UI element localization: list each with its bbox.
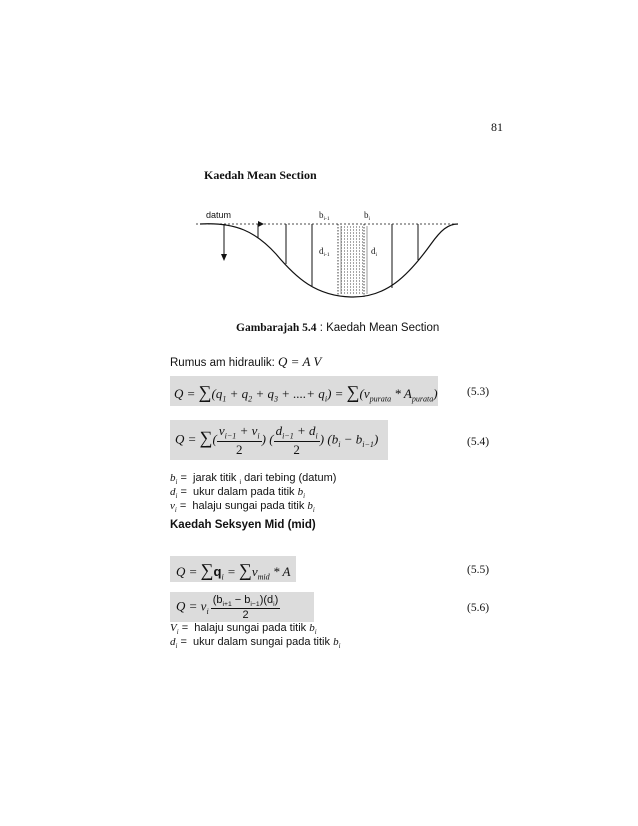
section-title-2: Kaedah Seksyen Mid (mid) xyxy=(170,519,316,531)
stipple-dot xyxy=(344,263,345,264)
stipple-dot xyxy=(347,233,348,234)
stipple-dot xyxy=(356,257,357,258)
stipple-dot xyxy=(347,236,348,237)
stipple-dot xyxy=(359,260,360,261)
stipple-dot xyxy=(359,287,360,288)
stipple-dot xyxy=(356,239,357,240)
stipple-dot xyxy=(359,233,360,234)
caption-text: Kaedah Mean Section xyxy=(326,322,440,334)
stipple-dot xyxy=(344,248,345,249)
stipple-dot xyxy=(359,236,360,237)
stipple-dot xyxy=(350,254,351,255)
stipple-dot xyxy=(356,284,357,285)
stipple-dot xyxy=(353,269,354,270)
stipple-dot xyxy=(353,260,354,261)
stipple-dot xyxy=(356,266,357,267)
stipple-dot xyxy=(347,281,348,282)
datum-label: datum xyxy=(206,210,232,220)
stipple-dot xyxy=(347,251,348,252)
stipple-dot xyxy=(347,278,348,279)
stipple-dot xyxy=(350,227,351,228)
equation-number: (5.4) xyxy=(467,436,490,448)
stipple-dot xyxy=(347,239,348,240)
stipple-dot xyxy=(359,263,360,264)
stipple-dot xyxy=(344,272,345,273)
stipple-dot xyxy=(362,239,363,240)
stipple-dot xyxy=(350,230,351,231)
stipple-dot xyxy=(347,272,348,273)
stipple-dot xyxy=(344,236,345,237)
stipple-dot xyxy=(362,233,363,234)
stipple-dot xyxy=(347,266,348,267)
stipple-dot xyxy=(356,260,357,261)
stipple-dot xyxy=(344,290,345,291)
stipple-dot xyxy=(350,263,351,264)
stipple-dot xyxy=(350,281,351,282)
stipple-dot xyxy=(344,251,345,252)
b-label: $b_i$ xyxy=(364,210,371,222)
stipple-dot xyxy=(362,260,363,261)
stipple-dot xyxy=(350,251,351,252)
stipple-dot xyxy=(362,254,363,255)
stipple-dot xyxy=(350,275,351,276)
stipple-dot xyxy=(353,293,354,294)
stipple-dot xyxy=(356,227,357,228)
stipple-dot xyxy=(347,290,348,291)
stipple-dot xyxy=(347,293,348,294)
stipple-dot xyxy=(344,230,345,231)
stipple-dot xyxy=(359,230,360,231)
stipple-dot xyxy=(344,227,345,228)
stipple-dot xyxy=(344,233,345,234)
stipple-dot xyxy=(344,293,345,294)
stipple-dot xyxy=(353,239,354,240)
stipple-dot xyxy=(353,230,354,231)
stipple-dot xyxy=(344,245,345,246)
stipple-dot xyxy=(353,245,354,246)
stipple-dot xyxy=(359,251,360,252)
stipple-dot xyxy=(359,254,360,255)
stipple-dot xyxy=(362,284,363,285)
figure-caption xyxy=(236,322,439,334)
stipple-dot xyxy=(359,290,360,291)
stipple-dot xyxy=(344,281,345,282)
stipple-dot xyxy=(350,293,351,294)
stipple-dot xyxy=(344,239,345,240)
stipple-dot xyxy=(353,278,354,279)
stipple-dot xyxy=(356,293,357,294)
stipple-dot xyxy=(347,287,348,288)
left-arrowhead xyxy=(221,254,227,261)
stipple-pattern xyxy=(341,227,363,294)
stipple-dot xyxy=(350,278,351,279)
datum-arrowhead xyxy=(258,221,264,227)
stipple-dot xyxy=(350,236,351,237)
stipple-dot xyxy=(353,251,354,252)
stipple-dot xyxy=(356,230,357,231)
stipple-dot xyxy=(362,227,363,228)
stipple-dot xyxy=(353,257,354,258)
equation-number: (5.6) xyxy=(467,602,490,614)
stipple-dot xyxy=(359,266,360,267)
stipple-dot xyxy=(356,290,357,291)
stipple-dot xyxy=(353,281,354,282)
stipple-dot xyxy=(344,278,345,279)
stipple-dot xyxy=(353,284,354,285)
stipple-dot xyxy=(353,242,354,243)
stipple-dot xyxy=(347,260,348,261)
stipple-dot xyxy=(350,248,351,249)
page-number: 81 xyxy=(491,120,503,134)
stipple-dot xyxy=(362,266,363,267)
stipple-dot xyxy=(362,269,363,270)
stipple-dot xyxy=(344,254,345,255)
definition-row: $v_i$ = halaju sungai pada titik $b_i$ xyxy=(170,500,315,515)
section-title: Kaedah Mean Section xyxy=(204,168,317,182)
stipple-dot xyxy=(359,257,360,258)
equation-5-5: $Q = \sum q_i = \sum v_{mid} * A$ xyxy=(176,560,291,582)
stipple-dot xyxy=(356,242,357,243)
stipple-dot xyxy=(359,275,360,276)
caption-label: Gambarajah 5.4 xyxy=(236,322,317,334)
equation-number: (5.3) xyxy=(467,386,490,398)
stipple-dot xyxy=(350,260,351,261)
stipple-dot xyxy=(362,251,363,252)
stipple-dot xyxy=(362,236,363,237)
equation-5-4: Q = ∑( $\frac{v_{i-1} + v_i}{2}$ ) ( $\frac{d_{i-1} + d_i}{2}$ ) $(b_i - b_{i-1})$ xyxy=(175,423,379,457)
channel-profile xyxy=(200,224,458,297)
stipple-dot xyxy=(356,272,357,273)
stipple-dot xyxy=(344,257,345,258)
stipple-dot xyxy=(356,269,357,270)
equation-5-3: $Q = \sum(q_1 + q_2 + q_3$ + ....+ $q_i) = \sum(v_{purata} * A_{purata})$ xyxy=(174,382,438,404)
stipple-dot xyxy=(356,254,357,255)
stipple-dot xyxy=(350,239,351,240)
stipple-dot xyxy=(350,287,351,288)
stipple-dot xyxy=(362,263,363,264)
stipple-dot xyxy=(344,275,345,276)
stipple-dot xyxy=(350,257,351,258)
stipple-dot xyxy=(344,266,345,267)
stipple-dot xyxy=(344,260,345,261)
equation-number: (5.5) xyxy=(467,564,490,576)
stipple-dot xyxy=(347,257,348,258)
stipple-dot xyxy=(359,278,360,279)
stipple-dot xyxy=(353,272,354,273)
stipple-dot xyxy=(359,242,360,243)
stipple-dot xyxy=(344,269,345,270)
definition-row: $d_i$ = ukur dalam pada titik $b_i$ xyxy=(170,486,305,501)
stipple-dot xyxy=(347,248,348,249)
stipple-dot xyxy=(350,242,351,243)
stipple-dot xyxy=(362,230,363,231)
stipple-dot xyxy=(362,287,363,288)
stipple-dot xyxy=(359,281,360,282)
stipple-dot xyxy=(353,287,354,288)
stipple-dot xyxy=(362,278,363,279)
stipple-dot xyxy=(350,233,351,234)
b-prev-label: $b_{i-1}$ xyxy=(319,210,330,222)
stipple-dot xyxy=(362,245,363,246)
stipple-dot xyxy=(359,227,360,228)
stipple-dot xyxy=(356,275,357,276)
stipple-dot xyxy=(362,293,363,294)
stipple-dot xyxy=(359,239,360,240)
stipple-dot xyxy=(359,269,360,270)
stipple-dot xyxy=(353,248,354,249)
cross-section-figure xyxy=(196,202,458,312)
stipple-dot xyxy=(350,269,351,270)
definition-row: $b_i$ = jarak titik $_i$ dari tebing (datum) xyxy=(170,472,337,487)
stipple-dot xyxy=(353,233,354,234)
d-prev-label: $d_{i-1}$ xyxy=(319,246,330,258)
stipple-dot xyxy=(356,236,357,237)
stipple-dot xyxy=(347,245,348,246)
stipple-dot xyxy=(356,263,357,264)
stipple-dot xyxy=(356,251,357,252)
stipple-dot xyxy=(353,254,354,255)
stipple-dot xyxy=(347,275,348,276)
stipple-dot xyxy=(359,272,360,273)
stipple-dot xyxy=(359,284,360,285)
stipple-dot xyxy=(359,245,360,246)
stipple-dot xyxy=(362,272,363,273)
stipple-dot xyxy=(350,290,351,291)
stipple-dot xyxy=(356,248,357,249)
stipple-dot xyxy=(353,227,354,228)
stipple-dot xyxy=(344,284,345,285)
stipple-dot xyxy=(350,272,351,273)
caption-separator: : xyxy=(319,322,323,334)
intro-line xyxy=(170,354,321,370)
d-label: $d_i$ xyxy=(371,246,378,258)
stipple-dot xyxy=(353,266,354,267)
stipple-dot xyxy=(356,278,357,279)
stipple-dot xyxy=(347,230,348,231)
stipple-dot xyxy=(350,245,351,246)
stipple-dot xyxy=(344,242,345,243)
stipple-dot xyxy=(362,257,363,258)
stipple-dot xyxy=(356,287,357,288)
stipple-dot xyxy=(362,281,363,282)
stipple-dot xyxy=(356,281,357,282)
definition-row: $V_i$ = halaju sungai pada titik $b_i$ xyxy=(170,622,317,637)
stipple-dot xyxy=(353,236,354,237)
definition-row: $d_i$ = ukur dalam sungai pada titik $b_i$ xyxy=(170,636,341,651)
stipple-dot xyxy=(350,284,351,285)
stipple-dot xyxy=(347,263,348,264)
stipple-dot xyxy=(362,248,363,249)
stipple-dot xyxy=(359,248,360,249)
stipple-dot xyxy=(347,284,348,285)
stipple-dot xyxy=(347,269,348,270)
stipple-dot xyxy=(356,245,357,246)
stipple-dot xyxy=(362,290,363,291)
stipple-dot xyxy=(353,275,354,276)
stipple-dot xyxy=(344,287,345,288)
intro-text: Rumus am hidraulik: xyxy=(170,357,275,369)
stipple-dot xyxy=(347,227,348,228)
stipple-dot xyxy=(350,266,351,267)
stipple-dot xyxy=(359,293,360,294)
stipple-dot xyxy=(356,233,357,234)
equation-5-6: $Q = v_i$ $\frac{(b_{i+1} - b_{i-1})(d_i)}{2}$ xyxy=(176,594,279,622)
stipple-dot xyxy=(353,263,354,264)
stipple-dot xyxy=(362,275,363,276)
stipple-dot xyxy=(347,254,348,255)
stipple-dot xyxy=(362,242,363,243)
stipple-dot xyxy=(353,290,354,291)
intro-formula: Q = A V xyxy=(278,354,322,369)
stipple-dot xyxy=(347,242,348,243)
